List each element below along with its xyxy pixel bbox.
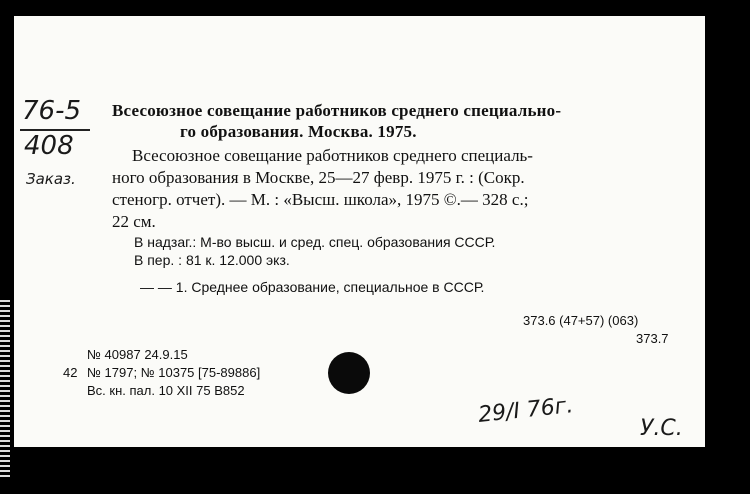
subject-heading: — — 1. Среднее образование, специальное в СССР. [140,279,485,295]
call-number-note: Заказ. [26,170,76,188]
description-line4: 22 см. [112,212,156,231]
description-line1: Всесоюзное совещание работников среднего специаль- [132,146,533,165]
handwritten-signature: 29/I 76г. [476,393,575,428]
classification-line1: 373.6 (47+57) (063) [523,313,639,328]
handwritten-initials: У.С. [640,416,683,441]
entry-heading-line2: го образования. Москва. 1975. [180,122,417,141]
registry-prefix: 42 [63,365,78,380]
registry-line2: № 1797; № 10375 [75-89886] [87,365,261,380]
notes-line2: В пер. : 81 к. 12.000 экз. [134,252,290,268]
description-line3: стеногр. отчет). — М. : «Высш. школа», 1975 ©.— 328 с.; [112,190,529,209]
entry-heading-line1: Всесоюзное совещание работников среднего специально- [112,101,562,120]
call-number-top: 76-5 [22,96,82,126]
description-line2: ного образования в Москве, 25—27 февр. 1975 г. : (Сокр. [112,168,525,187]
notes-line1: В надзаг.: М-во высш. и сред. спец. образования СССР. [134,234,496,250]
classification-line2: 373.7 [636,331,669,346]
scanner-edge-marks [0,300,10,480]
registry-line1: № 40987 24.9.15 [87,347,188,362]
ink-stamp-dot [328,352,370,394]
registry-line3: Вс. кн. пал. 10 XII 75 В852 [87,383,245,398]
call-number-bottom: 408 [24,131,74,161]
